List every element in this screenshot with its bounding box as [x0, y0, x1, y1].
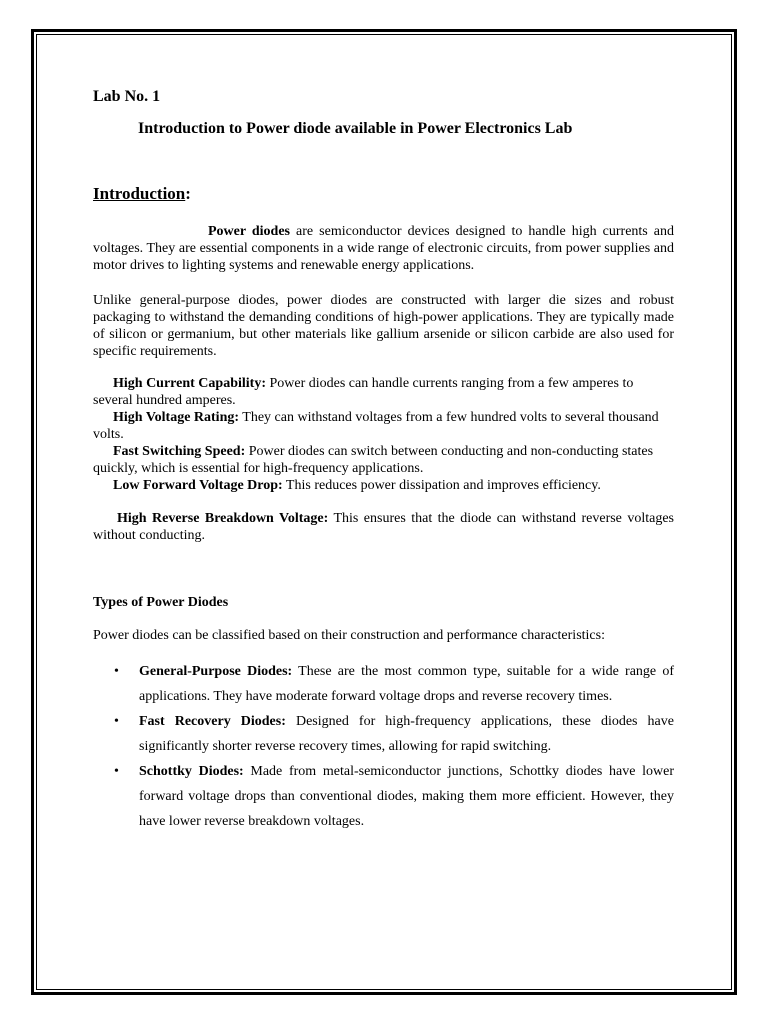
type-label: General-Purpose Diodes:	[139, 664, 293, 679]
feature-label: High Voltage Rating:	[113, 410, 240, 425]
feature-label: High Reverse Breakdown Voltage:	[117, 511, 329, 526]
feature-label: Fast Switching Speed:	[113, 444, 246, 459]
introduction-heading	[93, 184, 191, 204]
feature-item	[93, 409, 674, 443]
list-item	[93, 759, 674, 834]
types-intro: Power diodes can be classified based on their construction and performance characteristics:	[93, 628, 605, 643]
lab-title: Introduction to Power diode available in Power Electronics Lab	[138, 120, 573, 137]
bullet-icon: •	[114, 714, 119, 729]
introduction-heading-text: Introduction	[93, 184, 186, 203]
introduction-heading-colon: :	[185, 184, 191, 203]
list-item	[93, 709, 674, 759]
intro-paragraph-1	[93, 223, 674, 274]
intro-paragraph-1-bold: Power diodes	[208, 224, 290, 239]
feature-item	[93, 375, 674, 409]
feature-label: High Current Capability:	[113, 376, 266, 391]
intro-paragraph-2: Unlike general-purpose diodes, power diodes are constructed with larger die sizes and robust packaging to withstand the demanding conditions of high-power applications. They are typically made of silicon or germanium, but other materials like gallium arsenide or silicon carbide are also used for specific requirements.	[93, 293, 674, 359]
list-item	[93, 659, 674, 709]
feature-item	[93, 510, 674, 544]
feature-text: This ensures that the diode can withstand reverse voltages without conducting.	[93, 511, 674, 543]
feature-text: Power diodes can switch between conducting and non-conducting states quickly, which is essential for high-frequency applications.	[93, 444, 654, 476]
feature-text: This reduces power dissipation and improves efficiency.	[282, 478, 601, 493]
type-text: Designed for high-frequency applications, these diodes have significantly shorter reverse recovery times, allowing for rapid switching.	[139, 714, 674, 754]
feature-item	[93, 443, 674, 477]
type-text: Made from metal-semiconductor junctions, Schottky diodes have lower forward voltage drops than conventional diodes, making them more efficient. However, they have lower reverse breakdown voltages.	[139, 764, 674, 829]
type-text: These are the most common type, suitable for a wide range of applications. They have moderate forward voltage drops and reverse recovery times.	[139, 664, 674, 704]
bullet-icon: •	[114, 664, 119, 679]
type-label: Fast Recovery Diodes:	[139, 714, 286, 729]
type-label: Schottky Diodes:	[139, 764, 244, 779]
feature-text: They can withstand voltages from a few hundred volts to several thousand volts.	[93, 410, 659, 442]
types-heading: Types of Power Diodes	[93, 595, 229, 610]
types-list	[93, 659, 674, 834]
feature-item	[93, 477, 674, 494]
feature-text: Power diodes can handle currents ranging from a few amperes to several hundred amperes.	[93, 376, 634, 408]
bullet-icon: •	[114, 764, 119, 779]
lab-number: Lab No. 1	[93, 88, 161, 105]
feature-label: Low Forward Voltage Drop:	[113, 478, 283, 493]
intro-paragraph-1-text: are semiconductor devices designed to handle high currents and voltages. They are essential components in a wide range of electronic circuits, from power supplies and motor drives to lighting systems and renewable energy applications.	[93, 224, 674, 273]
